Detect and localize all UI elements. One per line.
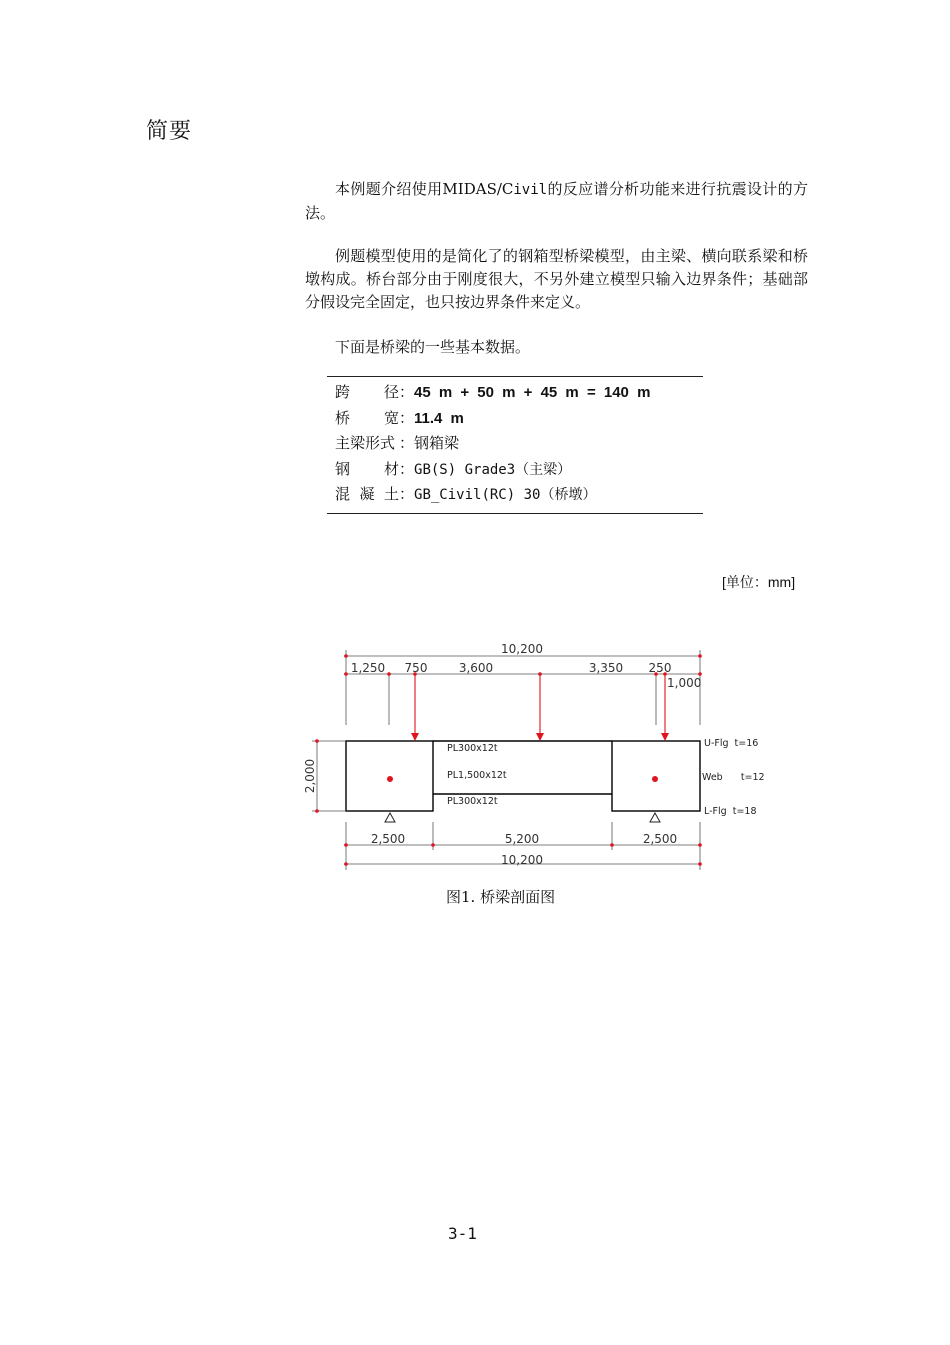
- spec-label-part: 材: [383, 459, 399, 478]
- spec-row: [327, 457, 703, 483]
- spec-colon: ：: [399, 434, 415, 452]
- spec-label-part: 宽: [383, 408, 399, 427]
- bottom-total-dim: 10,200: [501, 853, 543, 867]
- plate-label-bottom: PL300x12t: [447, 796, 498, 807]
- page-number: 3-1: [448, 1224, 477, 1243]
- spec-label-part: 主梁形式: [335, 434, 396, 452]
- spec-label-part: 土: [383, 485, 399, 503]
- right-offset-dim: 1,000: [667, 676, 702, 690]
- bottom-dim-2: 5,200: [504, 832, 540, 846]
- spec-value: 钢箱梁: [414, 434, 460, 452]
- spec-colon: ：: [399, 485, 415, 503]
- data-intro-paragraph: 下面是桥梁的一些基本数据。: [335, 338, 531, 356]
- spec-colon: ：: [399, 459, 415, 478]
- spec-label: [335, 406, 399, 432]
- centroid-dots: [387, 776, 658, 782]
- box-girder-outline: [346, 741, 700, 811]
- spec-row: [327, 431, 703, 457]
- spec-row: [327, 482, 703, 508]
- model-paragraph: 例题模型使用的是简化了的钢箱型桥梁模型，由主梁、横向联系梁和桥墩构成。桥台部分由于刚度很大，不另外建立模型只输入边界条件；基础部分假设完全固定，也只按边界条件来定义。: [305, 247, 808, 311]
- spec-value: GB(S) Grade3（主梁）: [414, 461, 572, 478]
- spec-label-part: 跨: [335, 383, 351, 401]
- spec-label-part: 桥: [335, 408, 351, 427]
- bridge-spec-table: [327, 376, 703, 514]
- intro-text-c: 的反应谱分析功能来进行抗震设计的方法。: [305, 180, 808, 222]
- top-dim-3: 3,600: [458, 661, 494, 675]
- intro-text-a: 本例题介绍使用MIDAS/C: [335, 180, 514, 198]
- intro-paragraph: [305, 178, 808, 225]
- load-arrows: [415, 674, 665, 734]
- spec-value: 11.4 m: [414, 409, 464, 427]
- bridge-section-figure: [300, 600, 772, 876]
- plate-label-top: PL300x12t: [447, 743, 498, 754]
- top-total-dim: 10,200: [501, 642, 543, 656]
- bottom-dim-3: 2,500: [642, 832, 678, 846]
- web-label: Web t=12: [702, 772, 765, 783]
- top-dim-5: 250: [648, 661, 672, 675]
- support-icons: [385, 813, 660, 822]
- bottom-dim-1: 2,500: [370, 832, 406, 846]
- figure-caption: 图1. 桥梁剖面图: [446, 888, 556, 906]
- spec-label-part: 凝: [359, 485, 375, 503]
- spec-label-part: 钢: [335, 459, 351, 478]
- lower-flange-label: L-Flg t=18: [704, 806, 757, 817]
- section-title: 简要: [146, 119, 193, 144]
- top-dim-4: 3,350: [588, 661, 624, 675]
- unit-note: [单位：mm]: [722, 574, 796, 590]
- spec-value: 45 m + 50 m + 45 m = 140 m: [414, 384, 651, 401]
- spec-label-part: 径: [383, 383, 399, 401]
- top-dim-1: 1,250: [350, 661, 386, 675]
- spec-label: [335, 380, 399, 406]
- spec-colon: ：: [399, 408, 415, 427]
- spec-label: [335, 457, 399, 483]
- plate-label-web: PL1,500x12t: [447, 770, 507, 781]
- upper-flange-label: U-Flg t=16: [704, 738, 759, 749]
- spec-label: [335, 482, 399, 508]
- intro-text-mono: ivil: [513, 182, 548, 198]
- top-dim-2: 750: [404, 661, 428, 675]
- spec-label: [335, 431, 399, 457]
- spec-value: GB_Civil(RC) 30（桥墩）: [414, 487, 597, 503]
- spec-label-part: 混: [335, 485, 351, 503]
- spec-row: [327, 380, 703, 406]
- spec-row: [327, 406, 703, 432]
- spec-colon: ：: [399, 383, 415, 401]
- height-dim: 2,000: [303, 758, 317, 794]
